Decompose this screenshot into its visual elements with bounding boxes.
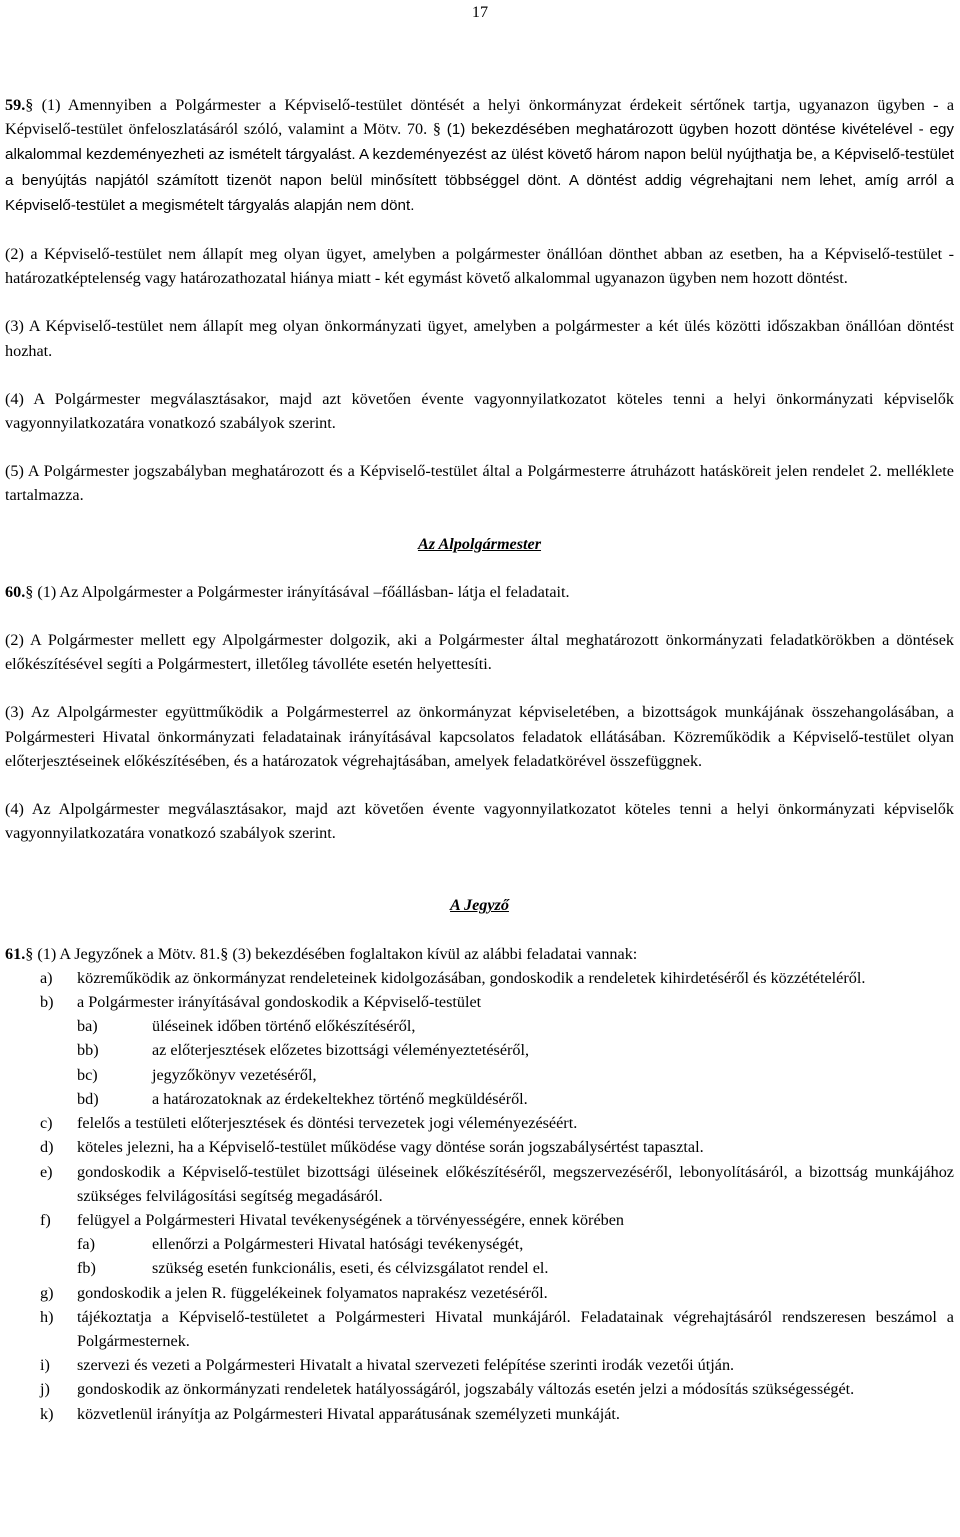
section-sign: § [25,582,34,601]
section-sign: § [25,944,34,963]
list-item: j) gondoskodik az önkormányzati rendeletek hatályosságáról, jogszabály változás esetén jelzi a módosítás szükségességét. [40,1380,855,1399]
section-60-paragraph-4: (4) Az Alpolgármester megválasztásakor, majd azt követően évente vagyonnyilatkozatot köteles tenni a helyi önkormányzati képviselők vagyonnyilatkozatára vonatkozó szabályok szerint. [5,800,954,843]
section-number: 61. [5,944,26,963]
section-60-paragraph-1: 60.§ (1) Az Alpolgármester a Polgármester irányításával –főállásban- látja el feladatait. [5,582,570,601]
list-item: k) közvetlenül irányítja az Polgármesteri Hivatal apparátusának személyzeti munkáját. [40,1404,620,1423]
section-sign: § [220,944,229,963]
page-number: 17 [471,3,489,21]
section-59-paragraph-5: (5) A Polgármester jogszabályban meghatározott és a Képviselő-testület által a Polgármesterre átruházott hatásköreit jelen rendelet 2. melléklete tartalmazza. [5,462,954,505]
list-item: a) közreműködik az önkormányzat rendeleteinek kidolgozásában, gondoskodik a rendeletek kihirdetéséről és közzétételéről. [40,968,866,987]
section-60-paragraph-2: (2) A Polgármester mellett egy Alpolgármester dolgozik, aki a Polgármester által meghatározott önkormányzati feladatkörökben a döntések előkészítésével segíti a Polgármestert, illetőleg távolléte esetén helyettesíti. [5,631,954,674]
list-item: d) köteles jelezni, ha a Képviselő-testület működése vagy döntése során jogszabálysértést tapasztal. [40,1138,704,1157]
list-item: i) szervezi és vezeti a Polgármesteri Hivatalt a hivatal szervezeti felépítése szerinti irodák vezetői útján. [40,1356,735,1375]
section-59-paragraph-3: (3) A Képviselő-testület nem állapít meg olyan önkormányzati ügyet, amelyben a polgármester a két ülés közötti időszakban önállóan döntést hozhat. [5,317,954,360]
section-60-paragraph-3: (3) Az Alpolgármester együttműködik a Polgármesterrel az önkormányzat képviseletében, a bizottságok munkájának összehangolásában, a Polgármesteri Hivatal önkormányzati feladatainak irányításával kapcsolatos feladatok ellátásában. Közreműködik a Képviselő-testület olyan előterjesztéseinek előkészítésében, és a határozatok végrehajtásában, amelyek feladatkörével összefüggnek. [5,703,954,770]
sub-item: fb) szükség esetén funkcionális, eseti, és célvizsgálatot rendel el. [77,1259,549,1278]
sub-item: bc) jegyzőkönyv vezetéséről, [77,1065,317,1084]
section-61-intro: 61.§ (1) A Jegyzőnek a Mötv. 81.§ (3) bekezdésében foglaltakon kívül az alábbi feladatai vannak: [5,944,638,963]
sub-item: bb) az előterjesztések előzetes bizottsági véleményeztetéséről, [77,1041,530,1060]
sub-item: bd) a határozatoknak az érdekeltekhez történő megküldéséről. [77,1089,528,1108]
sub-item: ba) üléseinek időben történő előkészítéséről, [77,1017,416,1036]
section-sign: § [432,120,441,139]
list-item: f) felügyel a Polgármesteri Hivatal tevékenységének a törvényességére, ennek körében fa) ellenőrzi a Polgármesteri Hivatal hatósági tevékenységét, fb) szükség esetén funkcionális, eseti, és célvizsgálatot rendel el. [5,1208,954,1281]
list-item: e) gondoskodik a Képviselő-testület bizottsági üléseinek előkészítéséről, megszervezéséről, lebonyolításáról, a bizottság munkájához szükséges felvilágosítási segítség megadásáról. [40,1162,954,1205]
section-59-paragraph-2: (2) a Képviselő-testület nem állapít meg olyan ügyet, amelyben a polgármester önállóan dönthet abban az esetben, ha a Képviselő-testület - határozatképtelenség vagy határozathozatal hiánya miatt - két egymást követő alkalommal ugyanazon ügyben nem hozott döntést. [5,245,954,288]
section-number: 60. [5,582,26,601]
list-item: h) tájékoztatja a Képviselő-testületet a Polgármesteri Hivatal munkájáról. Feladatainak végrehajtásáról rendszeresen beszámol a Polgármesternek. [40,1307,954,1350]
sub-item: fa) ellenőrzi a Polgármesteri Hivatal hatósági tevékenységét, [77,1235,524,1254]
list-item: c) felelős a testületi előterjesztések és döntési tervezetek jogi véleményezéséért. [40,1114,578,1133]
section-sign: § [25,96,34,114]
heading-jegyzo: A Jegyző [450,896,509,915]
duty-list [5,966,954,1426]
list-item: g) gondoskodik a jelen R. függelékeinek folyamatos naprakész vezetéséről. [40,1283,548,1302]
section-59-paragraph-1: 59.§ (1) Amennyiben a Polgármester a Képviselő-testület döntését a helyi önkormányzat érdekeit sértőnek tartja, ugyanazon ügyben - a Képviselő-testület önfeloszlatásáról szóló, valamint a Mötv. 70. § (1) bekezdésében meghatározott ügyben hozott döntése kivételével - egy alkalommal kezdeményezheti az ismételt tárgyalást. A kezdeményezést az ülést követő három napon belül nyújthatja be, a Képviselő-testület a benyújtás napjától számított tizenöt napon belül minősített többséggel dönt. A döntést addig végrehajtani nem lehet, amíg arról a Képviselő-testület a megismételt tárgyalás alapján nem dönt. [5,96,955,214]
section-number: 59. [5,96,26,114]
list-item: b) a Polgármester irányításával gondoskodik a Képviselő-testület ba) üléseinek időben történő előkészítéséről, bb) az előterjesztések előzetes bizottsági véleményeztetéséről, bc) jegyzőkönyv vezetéséről, bd) a határozatoknak az érdekeltekhez történő megküldéséről. [5,990,954,1111]
document-body [5,93,954,1426]
section-59-paragraph-4: (4) A Polgármester megválasztásakor, majd azt követően évente vagyonnyilatkozatot köteles tenni a helyi önkormányzati képviselők vagyonnyilatkozatára vonatkozó szabályok szerint. [5,389,954,433]
heading-alpolgarmester: Az Alpolgármester [417,534,542,553]
